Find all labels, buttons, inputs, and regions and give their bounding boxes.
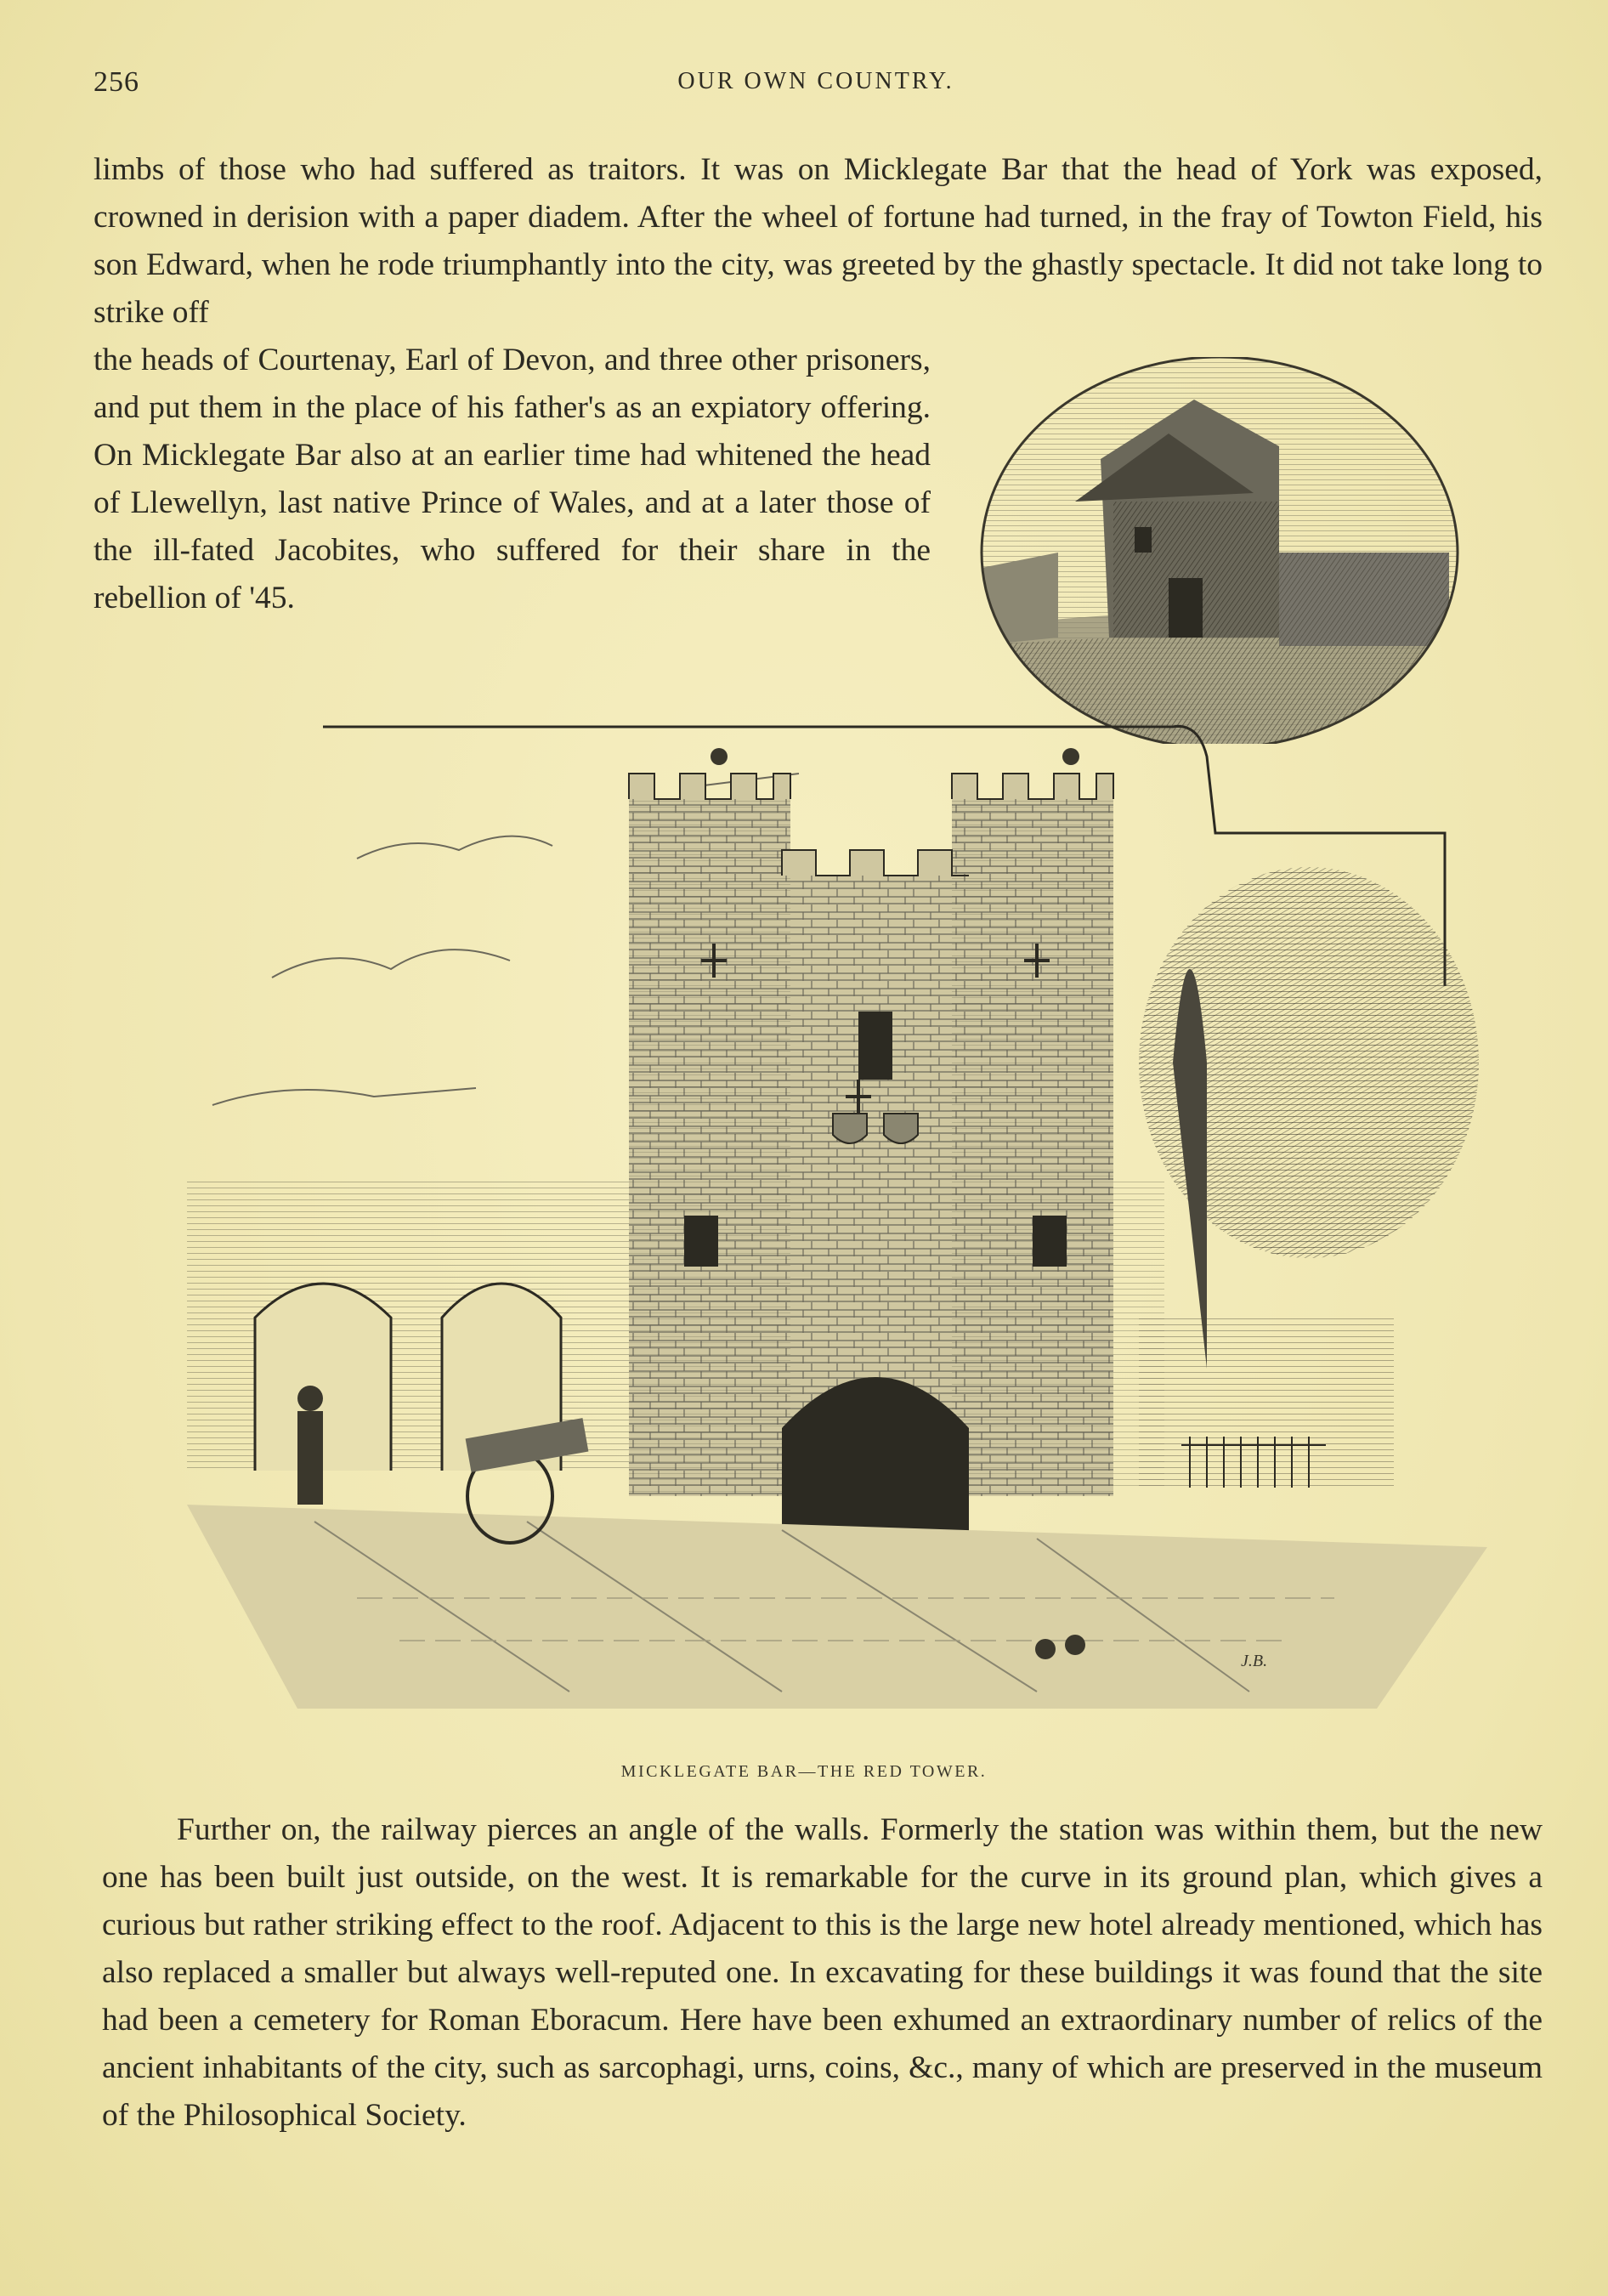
- paragraph-inset: the heads of Courtenay, Earl of Devon, and three other prisoners, and put them in the place of his father's as an expiatory offering. On Micklegate Bar also at an earlier time had whitened the head of Llewellyn, last native Prince of Wales, and at a later those of the ill-fated Jacobites, who suffered for their share in the rebellion of '45.: [93, 343, 931, 615]
- micklegate-bar-engraving: [187, 706, 1487, 1709]
- red-tower-vignette: [973, 357, 1470, 744]
- artist-mark: J.B.: [1241, 1652, 1268, 1670]
- paragraph-top: limbs of those who had suffered as traitors. It was on Micklegate Bar that the head of York was exposed, crowned in derision with a paper diadem. After the wheel of fortune had turned, in the fray of Towton Field, his son Edward, when he rode triumphantly into the city, was greeted by the ghastly spectacle. It did not take long to strike off: [93, 152, 1543, 330]
- page-number: 256: [93, 66, 139, 98]
- running-title: OUR OWN COUNTRY.: [677, 68, 954, 94]
- paragraph-bottom: Further on, the railway pierces an angle of the walls. Formerly the station was within them, but the new one has been built just outside, on the west. It is remarkable for the curve in its ground plan, which gives a curious but rather striking effect to the roof. Adjacent to this is the large new hotel already mentioned, which has also replaced a smaller but always well-reputed one. In excavating for these buildings it was found that the site had been a cemetery for Roman Eboracum. Here have been exhumed an extraordinary number of relics of the ancient inhabitants of the city, such as sarcophagi, urns, coins, &c., many of which are preserved in the museum of the Philosophical Society.: [102, 1812, 1543, 2133]
- page-header: [93, 66, 1538, 100]
- figure-caption: MICKLEGATE BAR—THE RED TOWER.: [620, 1762, 988, 1781]
